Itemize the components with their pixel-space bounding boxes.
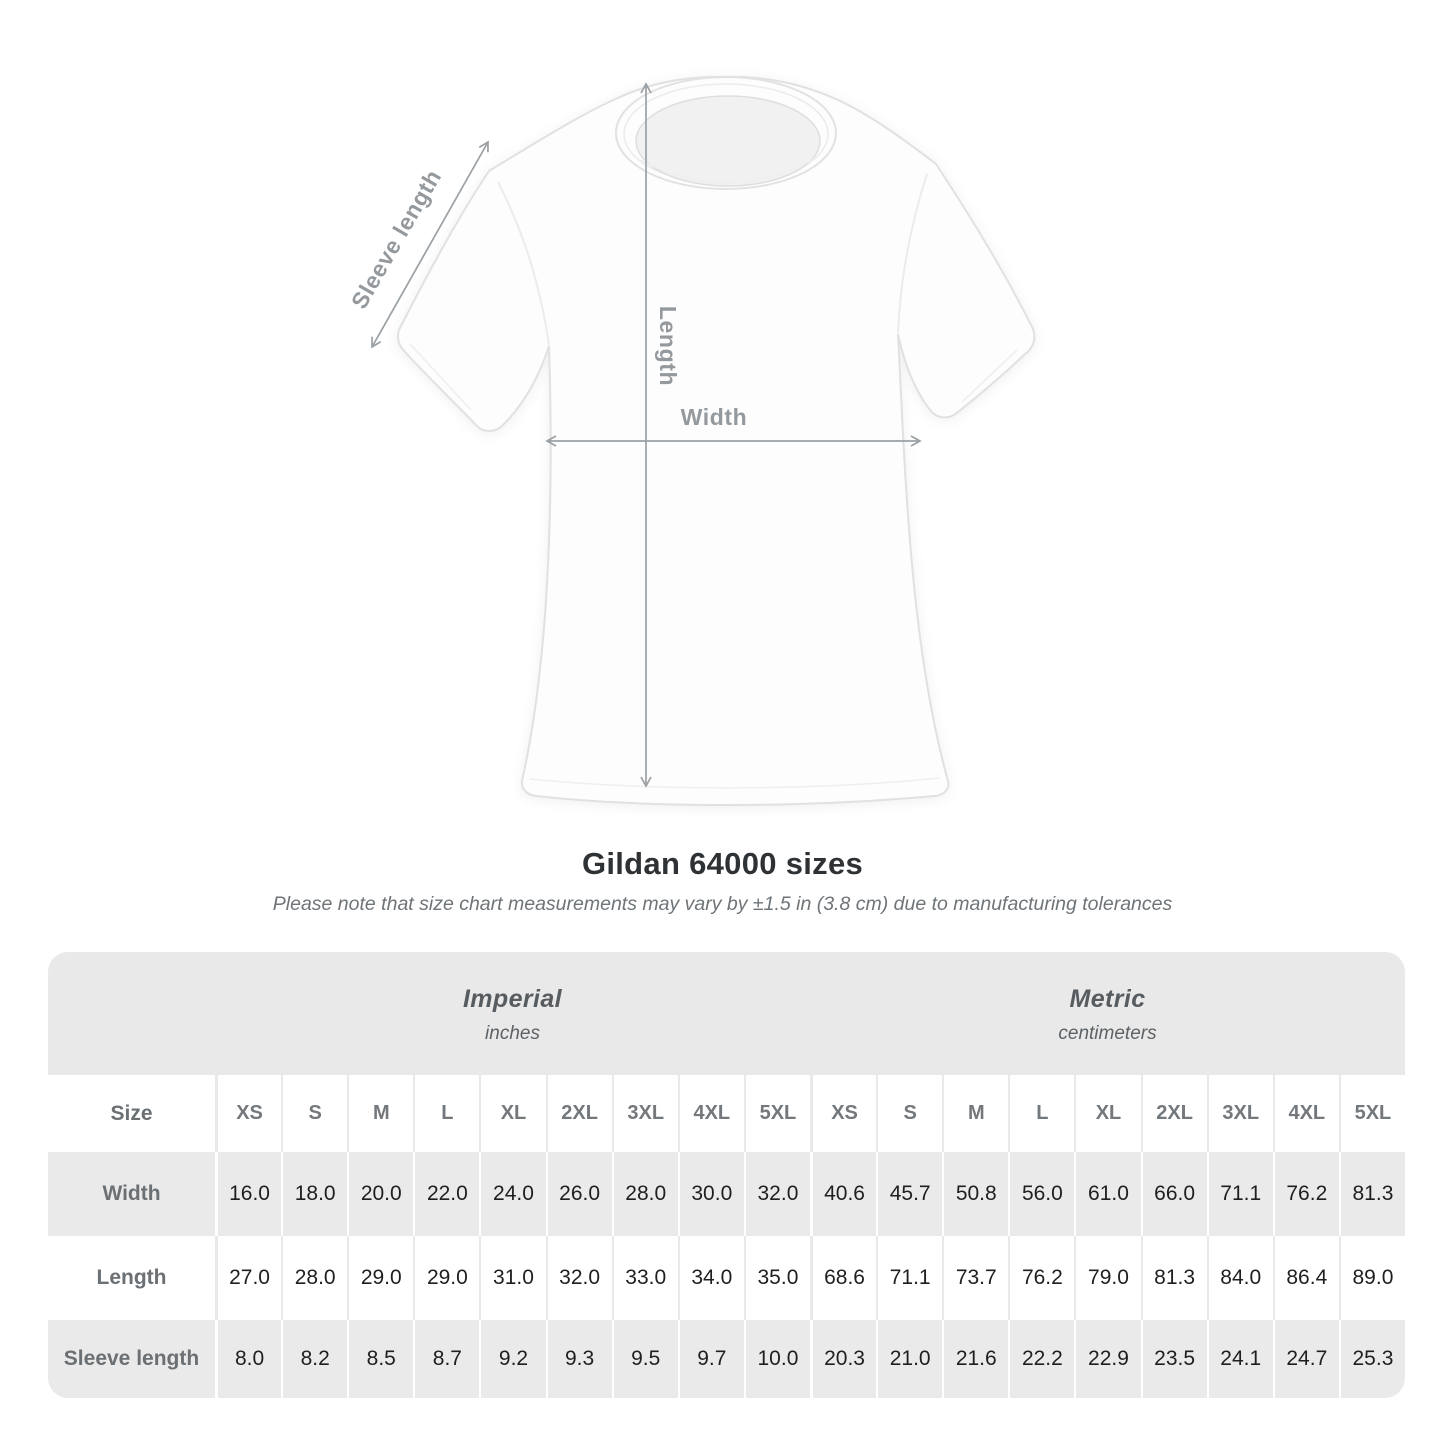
value-sleeve-length-metric-4xl: 24.7 [1273, 1320, 1339, 1398]
value-sleeve-length-imperial-4xl: 9.7 [678, 1320, 744, 1398]
size-col-header-imperial-3xl: 3XL [612, 1075, 678, 1152]
value-length-metric-l: 76.2 [1008, 1236, 1074, 1320]
value-width-imperial-l: 22.0 [413, 1152, 479, 1236]
value-sleeve-length-imperial-xl: 9.2 [479, 1320, 545, 1398]
sleeve-length-label: Sleeve length [345, 164, 447, 314]
size-header-label: Size [110, 1101, 153, 1125]
value-width-metric-3xl: 71.1 [1207, 1152, 1273, 1236]
value-width-imperial-xs: 16.0 [215, 1152, 281, 1236]
value-length-metric-s: 71.1 [876, 1236, 942, 1320]
value-length-imperial-2xl: 32.0 [546, 1236, 612, 1320]
value-length-metric-4xl: 86.4 [1273, 1236, 1339, 1320]
value-width-imperial-3xl: 28.0 [612, 1152, 678, 1236]
length-label: Length [655, 305, 681, 387]
size-col-header-metric-5xl: 5XL [1339, 1075, 1405, 1152]
metric-unit: centimeters [1058, 1022, 1157, 1044]
size-table [48, 952, 1405, 1398]
size-col-header-imperial-xl: XL [479, 1075, 545, 1152]
value-sleeve-length-imperial-xs: 8.0 [215, 1320, 281, 1398]
size-col-header-metric-m: M [942, 1075, 1008, 1152]
tolerance-note: Please note that size chart measurements may vary by ±1.5 in (3.8 cm) due to manufacturing tolerances [272, 893, 1173, 915]
value-length-imperial-xs: 27.0 [215, 1236, 281, 1320]
value-length-metric-m: 73.7 [942, 1236, 1008, 1320]
size-col-header-metric-xl: XL [1074, 1075, 1140, 1152]
measurement-row-width [48, 1152, 1405, 1236]
measurement-row-sleeve-length [48, 1320, 1405, 1398]
size-col-header-imperial-2xl: 2XL [546, 1075, 612, 1152]
value-sleeve-length-metric-2xl: 23.5 [1141, 1320, 1207, 1398]
value-width-metric-s: 45.7 [876, 1152, 942, 1236]
value-width-imperial-xl: 24.0 [479, 1152, 545, 1236]
value-sleeve-length-imperial-3xl: 9.5 [612, 1320, 678, 1398]
value-width-metric-2xl: 66.0 [1141, 1152, 1207, 1236]
value-sleeve-length-metric-l: 22.2 [1008, 1320, 1074, 1398]
value-sleeve-length-metric-m: 21.6 [942, 1320, 1008, 1398]
value-length-metric-3xl: 84.0 [1207, 1236, 1273, 1320]
width-label: Width [680, 404, 748, 430]
size-col-header-metric-4xl: 4XL [1273, 1075, 1339, 1152]
size-header-row [48, 1075, 1405, 1152]
value-length-imperial-l: 29.0 [413, 1236, 479, 1320]
unit-group-band [48, 952, 1405, 1075]
value-sleeve-length-metric-3xl: 24.1 [1207, 1320, 1273, 1398]
row-label-sleeve-length: Sleeve length [63, 1347, 200, 1370]
value-length-imperial-4xl: 34.0 [678, 1236, 744, 1320]
value-sleeve-length-metric-5xl: 25.3 [1339, 1320, 1405, 1398]
value-sleeve-length-metric-xs: 20.3 [810, 1320, 876, 1398]
value-length-metric-xs: 68.6 [810, 1236, 876, 1320]
value-width-metric-xs: 40.6 [810, 1152, 876, 1236]
size-col-header-metric-l: L [1008, 1075, 1074, 1152]
value-width-metric-xl: 61.0 [1074, 1152, 1140, 1236]
row-label-length: Length [96, 1266, 167, 1289]
value-width-imperial-2xl: 26.0 [546, 1152, 612, 1236]
value-width-imperial-m: 20.0 [347, 1152, 413, 1236]
value-length-imperial-3xl: 33.0 [612, 1236, 678, 1320]
value-sleeve-length-imperial-m: 8.5 [347, 1320, 413, 1398]
collar-opening [636, 96, 820, 186]
value-width-metric-5xl: 81.3 [1339, 1152, 1405, 1236]
value-length-metric-xl: 79.0 [1074, 1236, 1140, 1320]
band-spacer [48, 952, 215, 1075]
row-label-width: Width [102, 1182, 161, 1205]
value-sleeve-length-metric-xl: 22.9 [1074, 1320, 1140, 1398]
value-sleeve-length-imperial-5xl: 10.0 [744, 1320, 810, 1398]
imperial-header [215, 952, 810, 1075]
imperial-unit: inches [485, 1022, 540, 1044]
value-length-imperial-s: 28.0 [281, 1236, 347, 1320]
value-length-metric-2xl: 81.3 [1141, 1236, 1207, 1320]
size-col-header-imperial-m: M [347, 1075, 413, 1152]
value-sleeve-length-metric-s: 21.0 [876, 1320, 942, 1398]
size-col-header-metric-3xl: 3XL [1207, 1075, 1273, 1152]
value-width-imperial-5xl: 32.0 [744, 1152, 810, 1236]
value-width-metric-4xl: 76.2 [1273, 1152, 1339, 1236]
measurement-rows [48, 1152, 1405, 1398]
value-width-imperial-s: 18.0 [281, 1152, 347, 1236]
size-col-header-metric-xs: XS [810, 1075, 876, 1152]
size-col-header-imperial-xs: XS [215, 1075, 281, 1152]
page-title: Gildan 64000 sizes [581, 846, 864, 881]
size-col-header-imperial-4xl: 4XL [678, 1075, 744, 1152]
value-length-metric-5xl: 89.0 [1339, 1236, 1405, 1320]
title-block [0, 846, 1445, 916]
value-sleeve-length-imperial-s: 8.2 [281, 1320, 347, 1398]
measurement-row-length [48, 1236, 1405, 1320]
size-col-header-imperial-5xl: 5XL [744, 1075, 810, 1152]
size-col-header-metric-2xl: 2XL [1141, 1075, 1207, 1152]
metric-title: Metric [1069, 984, 1146, 1013]
value-sleeve-length-imperial-2xl: 9.3 [546, 1320, 612, 1398]
value-length-imperial-5xl: 35.0 [744, 1236, 810, 1320]
value-width-metric-m: 50.8 [942, 1152, 1008, 1236]
size-col-header-imperial-l: L [413, 1075, 479, 1152]
value-width-imperial-4xl: 30.0 [678, 1152, 744, 1236]
value-sleeve-length-imperial-l: 8.7 [413, 1320, 479, 1398]
size-col-header-metric-s: S [876, 1075, 942, 1152]
size-col-header-imperial-s: S [281, 1075, 347, 1152]
value-length-imperial-m: 29.0 [347, 1236, 413, 1320]
metric-header [810, 952, 1405, 1075]
value-length-imperial-xl: 31.0 [479, 1236, 545, 1320]
value-width-metric-l: 56.0 [1008, 1152, 1074, 1236]
imperial-title: Imperial [462, 984, 563, 1013]
